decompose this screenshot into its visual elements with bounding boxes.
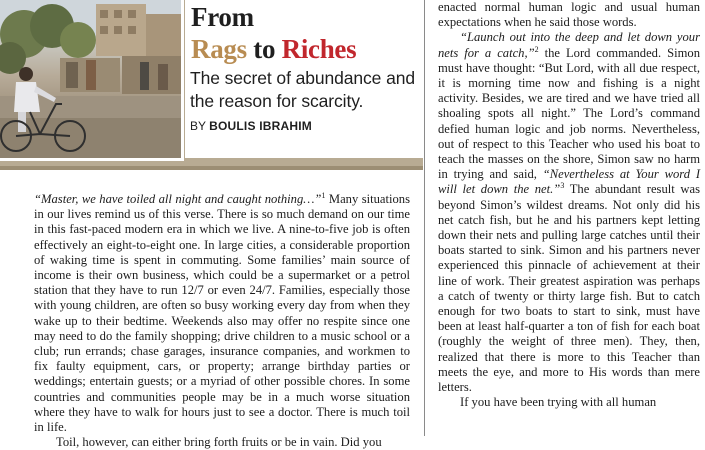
right-paragraph-2-mid: the Lord commanded. Simon must have thought: “But Lord, with all due respect, it is morning time now and fishing is a night activity. Besides, we are tired and we have tried all shoaling spots all night.” The Lord’s command defied human logic and job norms. Nevertheless, out of respect to this Teacher who used his boat to teach the masses on the shore, Simon saw no harm in trying and said, — [438, 45, 700, 182]
right-paragraph-1: enacted normal human logic and usual human expectations when he said those words. — [438, 0, 700, 30]
title-word-to: to — [253, 34, 276, 64]
right-column — [438, 0, 700, 410]
quote-master: “Master, we have toiled all night and caught nothing…” — [34, 192, 322, 206]
title-box — [185, 0, 423, 158]
quote-nevertheless: “Nevertheless at Your word I will let down the net.” — [438, 167, 701, 197]
cyclist-street-image — [0, 0, 181, 158]
footnote-ref-3: 3 — [560, 181, 565, 191]
title-word-riches: Riches — [281, 34, 357, 64]
title-line-from: From — [191, 2, 254, 32]
column-divider — [424, 0, 425, 436]
right-paragraph-3: If you have been trying with all human — [460, 395, 657, 410]
left-column — [34, 192, 410, 450]
left-paragraph-1 — [34, 192, 410, 435]
author-name: BOULIS IBRAHIM — [209, 119, 312, 133]
title-word-rags: Rags — [191, 34, 247, 64]
byline — [190, 119, 312, 133]
subtitle: The secret of abundance and the reason for scarcity. — [190, 68, 415, 111]
left-paragraph-2: Toil, however, can either bring forth fruits or be in vain. Did you — [56, 435, 382, 450]
footnote-ref-1: 1 — [321, 190, 326, 200]
right-paragraph-2 — [438, 30, 700, 395]
right-paragraph-2-rest: The abundant result was beyond Simon’s wildest dreams. Not only did his net catch fish, but he and his partners kept letting down their nets and pulling large catches until their boats started to sink. Simon and his partners never experienced this pinnacle of achievement at their line of work. Their greatest aspiration was perhaps a catch of twenty or thirty large fish. But to catch enough for two boats to start to sink, must have been at least half-quarter a ton of fish for each boat (roughly the weight of three men). They, then, realized that there is more to this Teacher than meets the eye, and more to His words than mere letters. — [438, 182, 700, 395]
footnote-ref-2: 2 — [534, 44, 539, 54]
title-line-rags-to-riches — [191, 34, 356, 65]
left-paragraph-1-text: Many situations in our lives remind us of this verse. There is so much demand on our time in this fast-paced modern era in which we live. A nine-to-five job is often effectively an eight-to-eight one. In large cities, a considerable proportion of waking time is spent in commuting. Some families’ main source of income is their own business, which could be a supermarket or a petrol station that they have to run 12/7 or even 24/7. Families, especially those with young children, are often so busy working every day from when they wake up to their bedtime. Weekends also may offer no respite since one may need to do the family shopping; drive children to a music school or a club; run errands; chase garages, insurance companies, and workmen to fix faulty equipment, cars, or property; arrange birthday parties or weddings; entertain guests; or a myriad of other possible chores. In some countries and communities people may be in a much worse situation where they have to walk for hours just to see a doctor. There is much toil in life. — [34, 192, 410, 435]
quote-launch-out: “Launch out into the deep and let down your nets for a catch,” — [438, 30, 700, 60]
byline-prefix: BY — [190, 119, 206, 133]
street-photo — [0, 0, 184, 161]
